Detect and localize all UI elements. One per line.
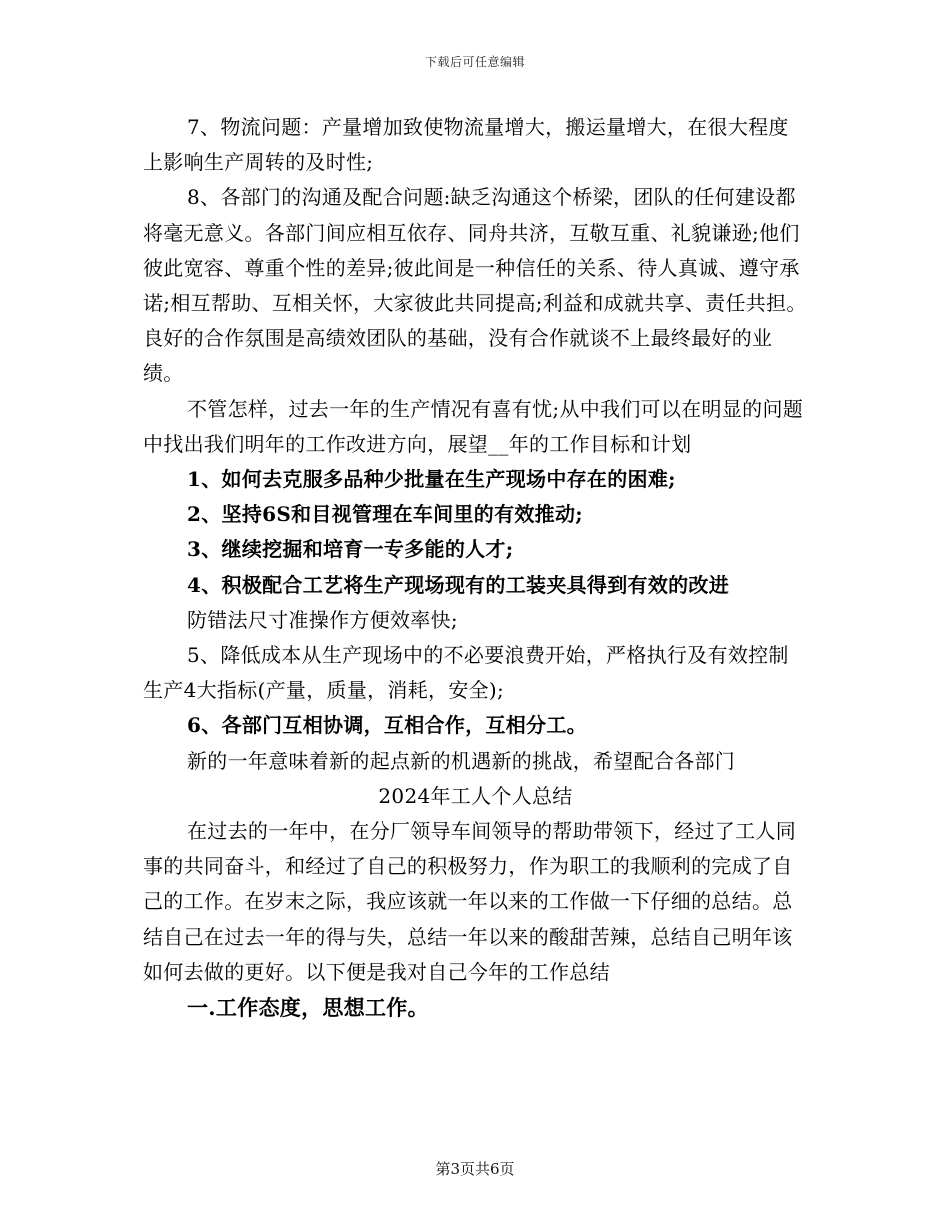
header-note: 下载后可任意编辑 <box>424 55 525 69</box>
paragraph-outlook: 不管怎样，过去一年的生产情况有喜有忧;从中我们可以在明显的问题中找出我们明年的工作改进方向，展望__年的工作目标和计划 <box>143 396 804 456</box>
paragraph-new-year: 新的一年意味着新的起点新的机遇新的挑战，希望配合各部门 <box>187 748 736 773</box>
goal-item-6: 6、各部门互相协调，互相合作，互相分工。 <box>187 713 587 738</box>
subsection-heading: 一.工作态度，思想工作。 <box>187 995 429 1021</box>
paragraph-communication: 8、各部门的沟通及配合问题:缺乏沟通这个桥梁，团队的任何建设都将毫无意义。各部门间应相互依存、同舟共济，互敬互重、礼貌谦逊;他们彼此宽容、尊重个性的差异;彼此间是一种信任的关系、待人真诚、遵守承诺;相互帮助、互相关怀，大家彼此共同提高;利益和成就共享、责任共担。良好的合作氛围是高绩效团队的基础，没有合作就谈不上最终最好的业绩。 <box>143 185 807 386</box>
paragraph-logistics: 7、物流问题：产量增加致使物流量增大，搬运量增大，在很大程度上影响生产周转的及时性; <box>143 115 789 175</box>
paragraph-summary: 在过去的一年中，在分厂领导车间领导的帮助带领下，经过了工人同事的共同奋斗，和经过了自己的积极努力，作为职工的我顺利的完成了自己的工作。在岁末之际，我应该就一年以来的工作做一下仔细的总结。总结自己在过去一年的得与失，总结一年以来的酸甜苦辣，总结自己明年该如何去做的更好。以下便是我对自己今年的工作总结 <box>143 819 796 984</box>
paragraph-cost-reduction: 5、降低成本从生产现场中的不必要浪费开始，严格执行及有效控制生产4大指标(产量，质量，消耗，安全); <box>143 643 789 703</box>
document-body <box>143 110 808 1025</box>
goal-item-1: 1、如何去克服多品种少批量在生产现场中存在的困难; <box>187 467 676 492</box>
goal-item-2: 2、坚持6S和目视管理在车间里的有效推动; <box>187 502 583 527</box>
goal-item-3: 3、继续挖掘和培育一专多能的人才; <box>187 537 514 562</box>
section-title: 2024年工人个人总结 <box>378 783 573 808</box>
paragraph-error-proofing: 防错法尺寸准操作方便效率快; <box>187 607 458 632</box>
page-number: 第3页共6页 <box>435 1160 515 1178</box>
goal-item-4: 4、积极配合工艺将生产现场现有的工装夹具得到有效的改进 <box>187 572 730 597</box>
